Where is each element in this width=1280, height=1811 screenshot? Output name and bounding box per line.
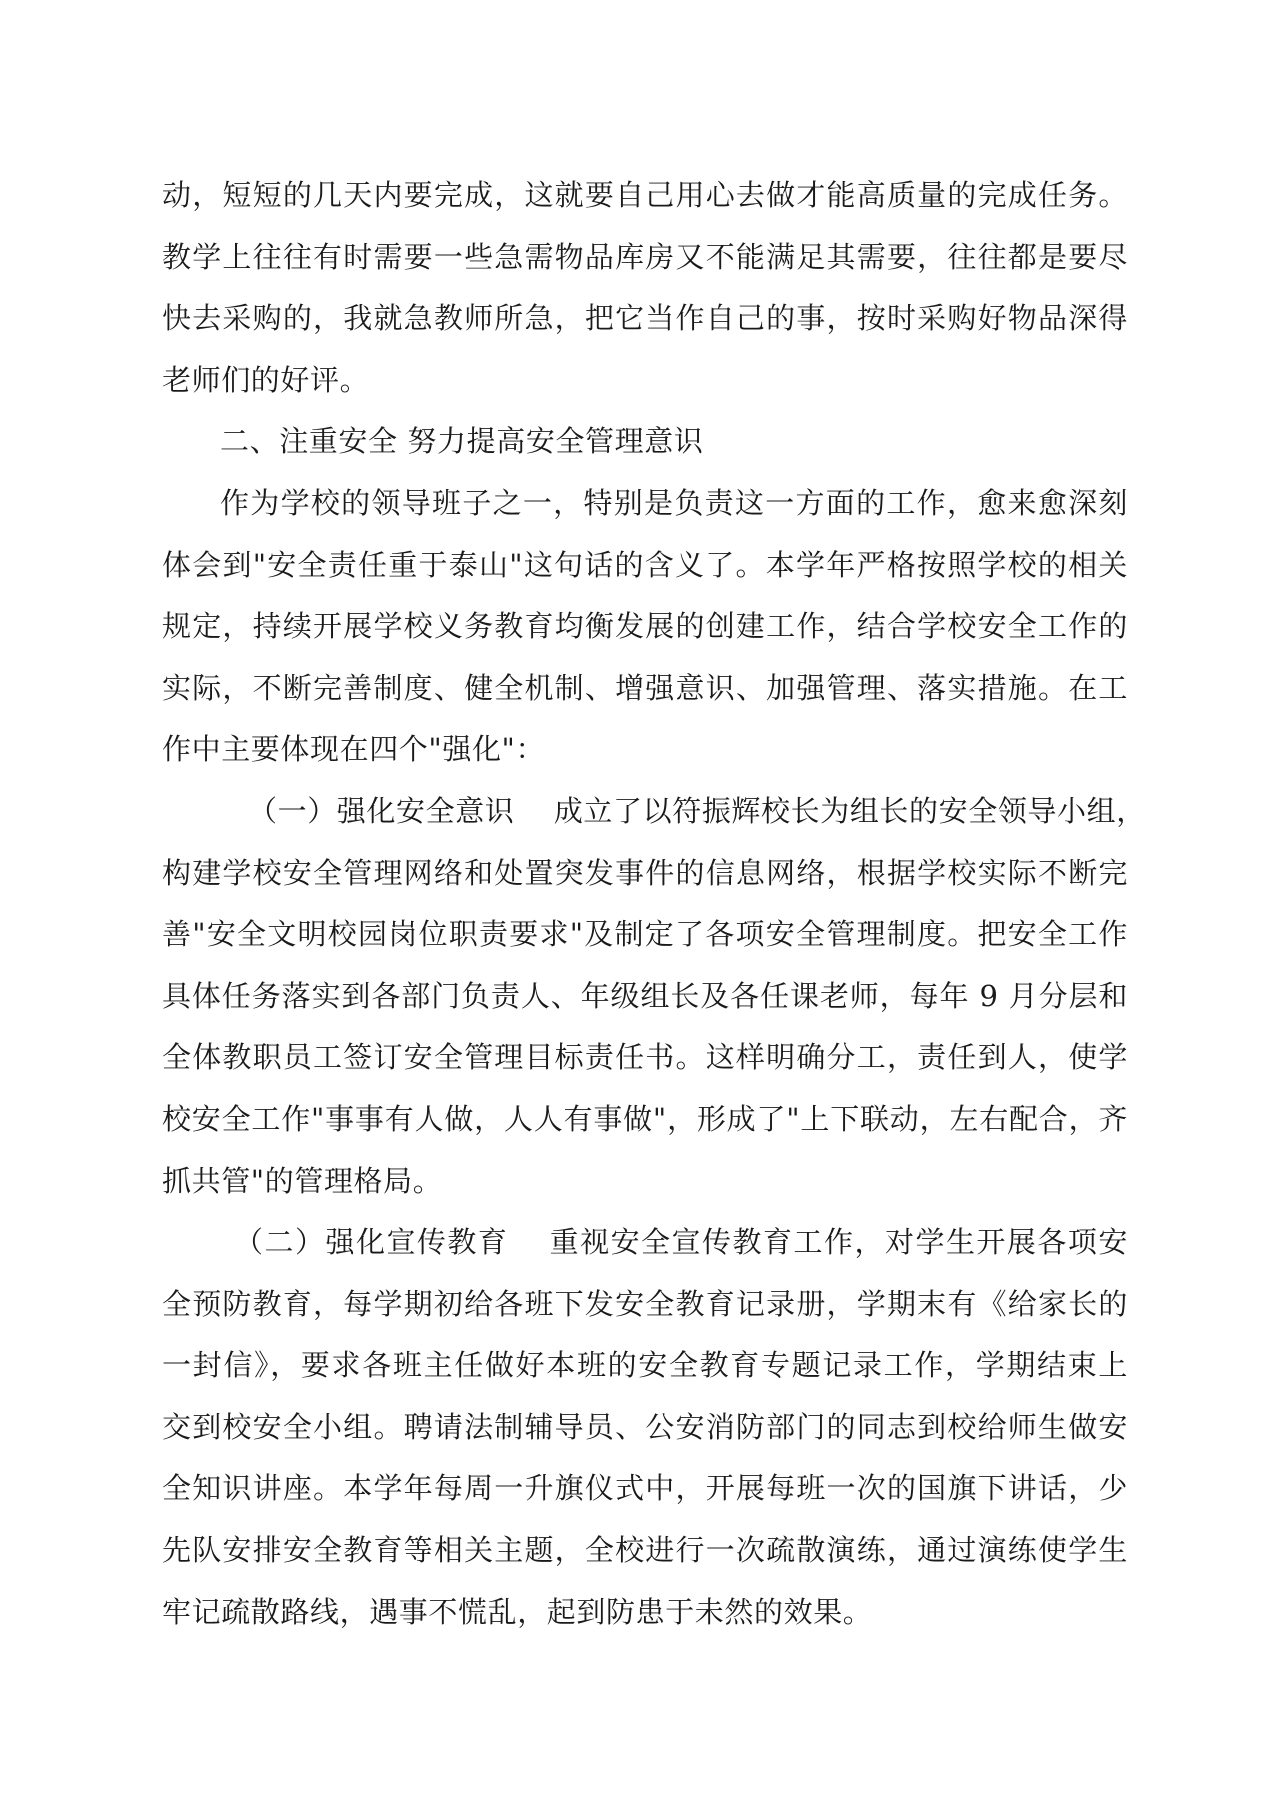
paragraph-line: 构建学校安全管理网络和处置突发事件的信息网络，根据学校实际不断完 xyxy=(162,855,1128,890)
paragraph-line: 体会到"安全责任重于泰山"这句话的含义了。本学年严格按照学校的相关 xyxy=(162,547,1128,582)
paragraph-line: 全知识讲座。本学年每周一升旗仪式中，开展每班一次的国旗下讲话，少 xyxy=(162,1471,1128,1506)
paragraph-line: 善"安全文明校园岗位职责要求"及制定了各项安全管理制度。把安全工作 xyxy=(162,917,1128,952)
paragraph-line: 牢记疏散路线，遇事不慌乱，起到防患于未然的效果。 xyxy=(162,1594,873,1629)
paragraph-line: 作为学校的领导班子之一，特别是负责这一方面的工作，愈来愈深刻 xyxy=(220,485,1128,520)
paragraph-line: 作中主要体现在四个"强化"： xyxy=(162,732,546,767)
paragraph-line: 全预防教育，每学期初给各班下发安全教育记录册，学期末有《给家长的 xyxy=(162,1286,1128,1321)
section-heading: 二、注重安全 努力提高安全管理意识 xyxy=(220,424,704,459)
paragraph-line: 实际，不断完善制度、健全机制、增强意识、加强管理、落实措施。在工 xyxy=(162,670,1128,705)
paragraph-line: 先队安排安全教育等相关主题，全校进行一次疏散演练，通过演练使学生 xyxy=(162,1533,1128,1568)
paragraph-line: 动，短短的几天内要完成，这就要自己用心去做才能高质量的完成任务。 xyxy=(162,178,1128,212)
paragraph-line: 校安全工作"事事有人做，人人有事做"，形成了"上下联动，左右配合，齐 xyxy=(162,1101,1128,1136)
paragraph-line: 一封信》，要求各班主任做好本班的安全教育专题记录工作，学期结束上 xyxy=(162,1348,1128,1383)
paragraph-line: 规定，持续开展学校义务教育均衡发展的创建工作，结合学校安全工作的 xyxy=(162,609,1128,644)
paragraph-line: 教学上往往有时需要一些急需物品库房又不能满足其需要，往往都是要尽 xyxy=(162,239,1128,274)
paragraph-line: 快去采购的，我就急教师所急，把它当作自己的事，按时采购好物品深得 xyxy=(162,301,1128,336)
paragraph-line: 交到校安全小组。聘请法制辅导员、公安消防部门的同志到校给师生做安 xyxy=(162,1409,1128,1444)
paragraph-line: 抓共管"的管理格局。 xyxy=(162,1163,443,1198)
subsection-line: （二）强化宣传教育 重视安全宣传教育工作，对学生开展各项安 xyxy=(234,1225,1128,1260)
paragraph-line: 具体任务落实到各部门负责人、年级组长及各任课老师，每年 9 月分层和 xyxy=(162,978,1128,1013)
paragraph-line: 老师们的好评。 xyxy=(162,362,370,397)
paragraph-line: 全体教职员工签订安全管理目标责任书。这样明确分工，责任到人，使学 xyxy=(162,1040,1128,1075)
document-body xyxy=(162,165,1146,1643)
subsection-line: （一）强化安全意识 成立了以符振辉校长为组长的安全领导小组， xyxy=(248,793,1146,828)
